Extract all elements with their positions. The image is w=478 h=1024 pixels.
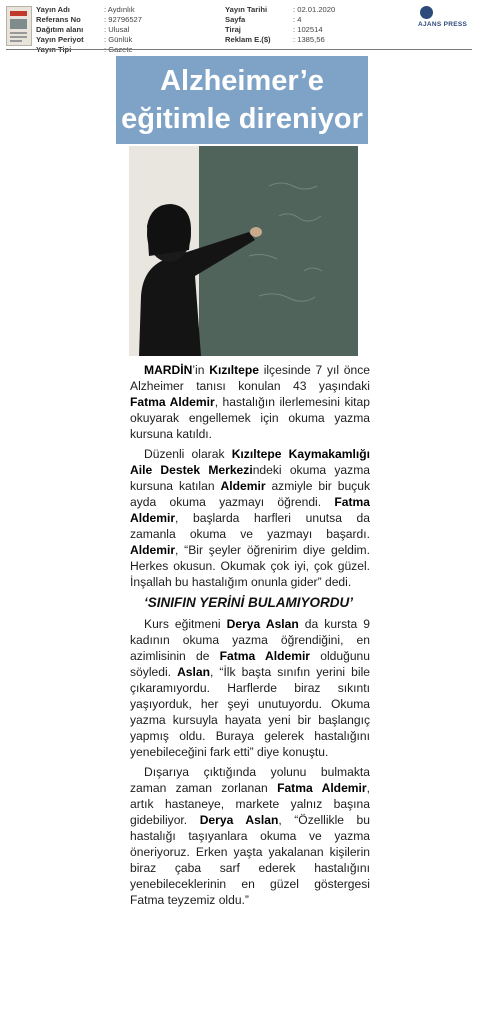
meta-value: : 1385,56 [293,35,325,44]
meta-row [36,45,142,55]
text-run: olduğunu söyledi. [130,649,370,679]
meta-row [36,15,142,25]
meta-key: Yayın Adı [36,5,70,14]
meta-value: : 102514 [293,25,323,34]
meta-value: : 92796527 [104,15,143,24]
meta-key [36,45,104,55]
ajans-press-logo [418,6,474,32]
place-name: Kızıltepe [209,363,259,377]
text-run: Kurs eğitmeni [144,617,227,631]
meta-right [225,5,335,45]
headline-banner [116,56,368,144]
meta-value: : Günlük [104,35,133,44]
meta-left [36,5,142,55]
person-name: Derya Aslan [199,813,279,827]
person-name: Aslan [177,665,210,679]
meta-key: Yayın Tarihi [225,5,268,14]
article-photo [129,146,358,356]
text-run: , başlarda harfleri unutsa da zamanla okuma ve yazmayı başardı. [130,511,370,541]
person-name: Aldemir [130,543,176,557]
meta-row [225,35,335,45]
page-thumbnail [6,6,32,46]
paragraph [130,764,370,908]
text-run: azmiyle bir buçuk ayda okuma yazmayı öğrendi. [130,479,370,509]
headline-line: eğitimle direniyor [121,103,363,135]
meta-row [36,25,142,35]
logo-mark-icon [420,6,433,19]
meta-key: Yayın Periyot [36,35,84,44]
person-name: Fatma Aldemir [130,395,215,409]
text-run: ’in [192,363,210,377]
person-name: Derya Aslan [226,617,299,631]
headline-line: Alzheimer’e [160,65,324,97]
meta-value: : 02.01.2020 [293,5,336,14]
meta-key: Tiraj [225,25,241,34]
meta-row [36,5,142,15]
person-name: Fatma Aldemir [219,649,311,663]
place-name: MARDİN [144,363,193,377]
meta-value: : Ulusal [104,25,130,34]
person-name: Fatma Aldemir [277,781,367,795]
person-name: Fatma Aldemir [130,495,370,525]
meta-row [225,25,335,35]
text-run: Dışarıya çıktığında yolunu bulmakta zaman zaman zorlanan [130,765,370,795]
photo-illustration [129,146,358,356]
meta-key: Reklam E.($) [225,35,271,44]
meta-key: Referans No [36,15,81,24]
text-run: , artık hastaneye, markete yalnız başına gidebiliyor. [130,781,370,827]
organization-name: Kızıltepe Kaymakamlığı Aile Destek Merkezi [130,447,370,477]
meta-key: Sayfa [225,15,246,24]
logo-text: AJANS PRESS [418,21,468,28]
article-headline [116,56,368,138]
text-run: , hastalığın ilerlemesini kitap okuyarak engellemek için okuma yazma kursuna katıldı. [130,395,370,441]
text-run: , “Bir şeyler öğrenirim diye geldim. Herkes okusun. Okumak çok iyi, çok güzel. İnşallah bu hastalığım onunla gider” dedi. [130,543,370,589]
paragraph [130,616,370,760]
text-run: , “Özellikle bu hastalığı taşıyanlara okuma ve yazma öneriyoruz. Erken yaşta yakalanan kişilerin biraz çaba sarf ederek hastalığını yenebileceklerinin en güzel göstergesi Fatma teyzemiz oldu.” [130,813,370,907]
paragraph [130,446,370,590]
text-run: da kursta 9 kadının okuma yazma öğrendiğini, en azimlisinin de [130,617,370,663]
meta-row [225,5,335,15]
text-run: ndeki okuma yazma kursuna katılan [130,463,370,493]
article-subheading: ‘SINIFIN YERİNİ BULAMIYORDU’ [144,595,354,610]
header-divider [6,49,472,50]
meta-value: : Aydınlık [104,5,135,14]
meta-value [104,45,133,55]
meta-row [225,15,335,25]
person-name: Aldemir [220,479,266,493]
meta-key: Dağıtım alanı [36,25,84,34]
text-run: Düzenli olarak [144,447,232,461]
article-body [130,362,370,912]
paragraph [130,362,370,442]
text-run: , “İlk başta sınıfın yerini bile çıkaramıyordu. Harflerde biraz sıkıntı yaşıyorduk, her şeyi unutuyordu. Okuma yazma kursuyla hayata yeni bir başlangıç yapmış oldu. Buraya gelerek hastalığını yenebileceğini fark etti” diye konuştu. [130,665,370,759]
clipping-header [0,0,478,52]
text-run: ilçesinde 7 yıl önce Alzheimer tanısı konulan 43 yaşındaki [130,363,370,393]
meta-value: : 4 [293,15,302,24]
meta-row [36,35,142,45]
